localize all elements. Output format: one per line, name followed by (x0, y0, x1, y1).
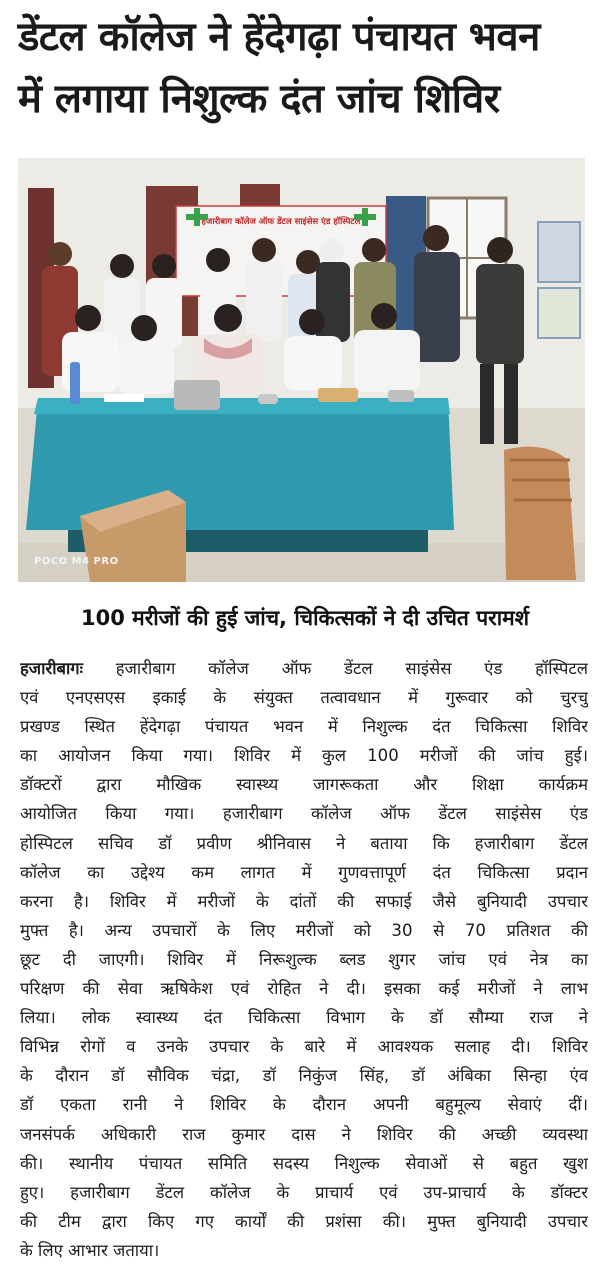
article-line-17: जनसंपर्क अधिकारी राज कुमार दास ने शिविर की अच्छी व्यवस्था (20, 1124, 588, 1144)
article-line-16: डॉ एकता रानी ने शिविर के दौरान अपनी बहुमूल्य सेवाएं दीं। (20, 1095, 588, 1115)
article-body (20, 654, 588, 1265)
headline-line-1: डेंटल कॉलेज ने हेंदेगढ़ा पंचायत भवन (18, 14, 540, 60)
article-line-3: प्रखण्ड स्थित हेंदेगढ़ा पंचायत भवन में निशुल्क दंत चिकित्सा शिविर (20, 717, 588, 737)
article-line-20: की टीम द्वारा किए गए कार्यों की प्रशंसा की। मुफ्त बुनियादी उपचार (20, 1211, 588, 1231)
article-line-1: हजारीबागः हजारीबाग कॉलेज ऑफ डेंटल साइंसेस एंड हॉस्पिटल (20, 659, 588, 678)
article-line-10: मुफ्त है। अन्य उपचारों के लिए मरीजों को 30 से 70 प्रतिशत की (20, 920, 588, 940)
banner-text: हजारीबाग कॉलेज ऑफ डेंटल साइंसेस एंड हॉस्पिटल (201, 217, 361, 227)
article-line-6: आयोजित किया गया। हजारीबाग कॉलेज ऑफ डेंटल साइंसेस एंड (20, 804, 588, 824)
article-line-18: की। स्थानीय पंचायत समिति सदस्य निशुल्क सेवाओं से बहुत खुश (20, 1153, 588, 1173)
headline-line-2: में लगाया निशुल्क दंत जांच शिविर (18, 76, 500, 122)
article-line-21: के लिए आभार जताया। (20, 1240, 160, 1260)
article-line-2: एवं एनएसएस इकाई के संयुक्त तत्वावधान में गुरूवार को चुरचु (20, 688, 588, 708)
article-line-5: डॉक्टरों द्वारा मौखिक स्वास्थ्य जागरूकता और शिक्षा कार्यक्रम (20, 775, 588, 795)
article-line-8: कॉलेज का उद्देश्य कम लागत में गुणवत्तापूर्ण दंत चिकित्सा प्रदान (20, 862, 588, 882)
subheadline: 100 मरीजों की हुई जांच, चिकित्सकों ने दी उचित परामर्श (80, 606, 529, 630)
article-line-14: विभिन्न रोगों व उनके उपचार के बारे में आवश्यक सलाह दी। शिविर (20, 1037, 588, 1057)
dental-camp-photo (18, 158, 585, 582)
article-line-4: का आयोजन किया गया। शिविर में कुल 100 मरीजों की जांच हुई। (20, 746, 588, 766)
article-line-7: होस्पिटल सचिव डॉ प्रवीण श्रीनिवास ने बताया कि हजारीबाग डेंटल (20, 833, 588, 853)
headline (18, 6, 598, 130)
article-line-9: करना है। शिविर में मरीजों के दांतों की सफाई जैसे बुनियादी उपचार (20, 891, 588, 911)
camera-watermark: POCO M4 PRO (34, 556, 119, 567)
article-line-13: लिया। लोक स्वास्थ्य दंत चिकित्सा विभाग के डॉ सौम्या राज ने (20, 1008, 588, 1028)
article-line-11: छूट दी जाएगी। शिविर में निरूशुल्क ब्लड शुगर जांच एवं नेत्र का (20, 949, 588, 969)
news-photo (18, 158, 585, 582)
article-line-12: परिक्षण की सेवा ऋषिकेश एवं रोहित ने दी। इसका कई मरीजों ने लाभ (20, 979, 588, 999)
dateline: हजारीबागः (20, 659, 83, 678)
article-line-19: हुए। हजारीबाग डेंटल कॉलेज के प्राचार्य एवं उप-प्राचार्य के डॉक्टर (20, 1182, 588, 1202)
article-line-15: के दौरान डॉ सौविक चंद्रा, डॉ निकुंज सिंह, डॉ अंबिका सिन्हा एंव (20, 1066, 588, 1086)
